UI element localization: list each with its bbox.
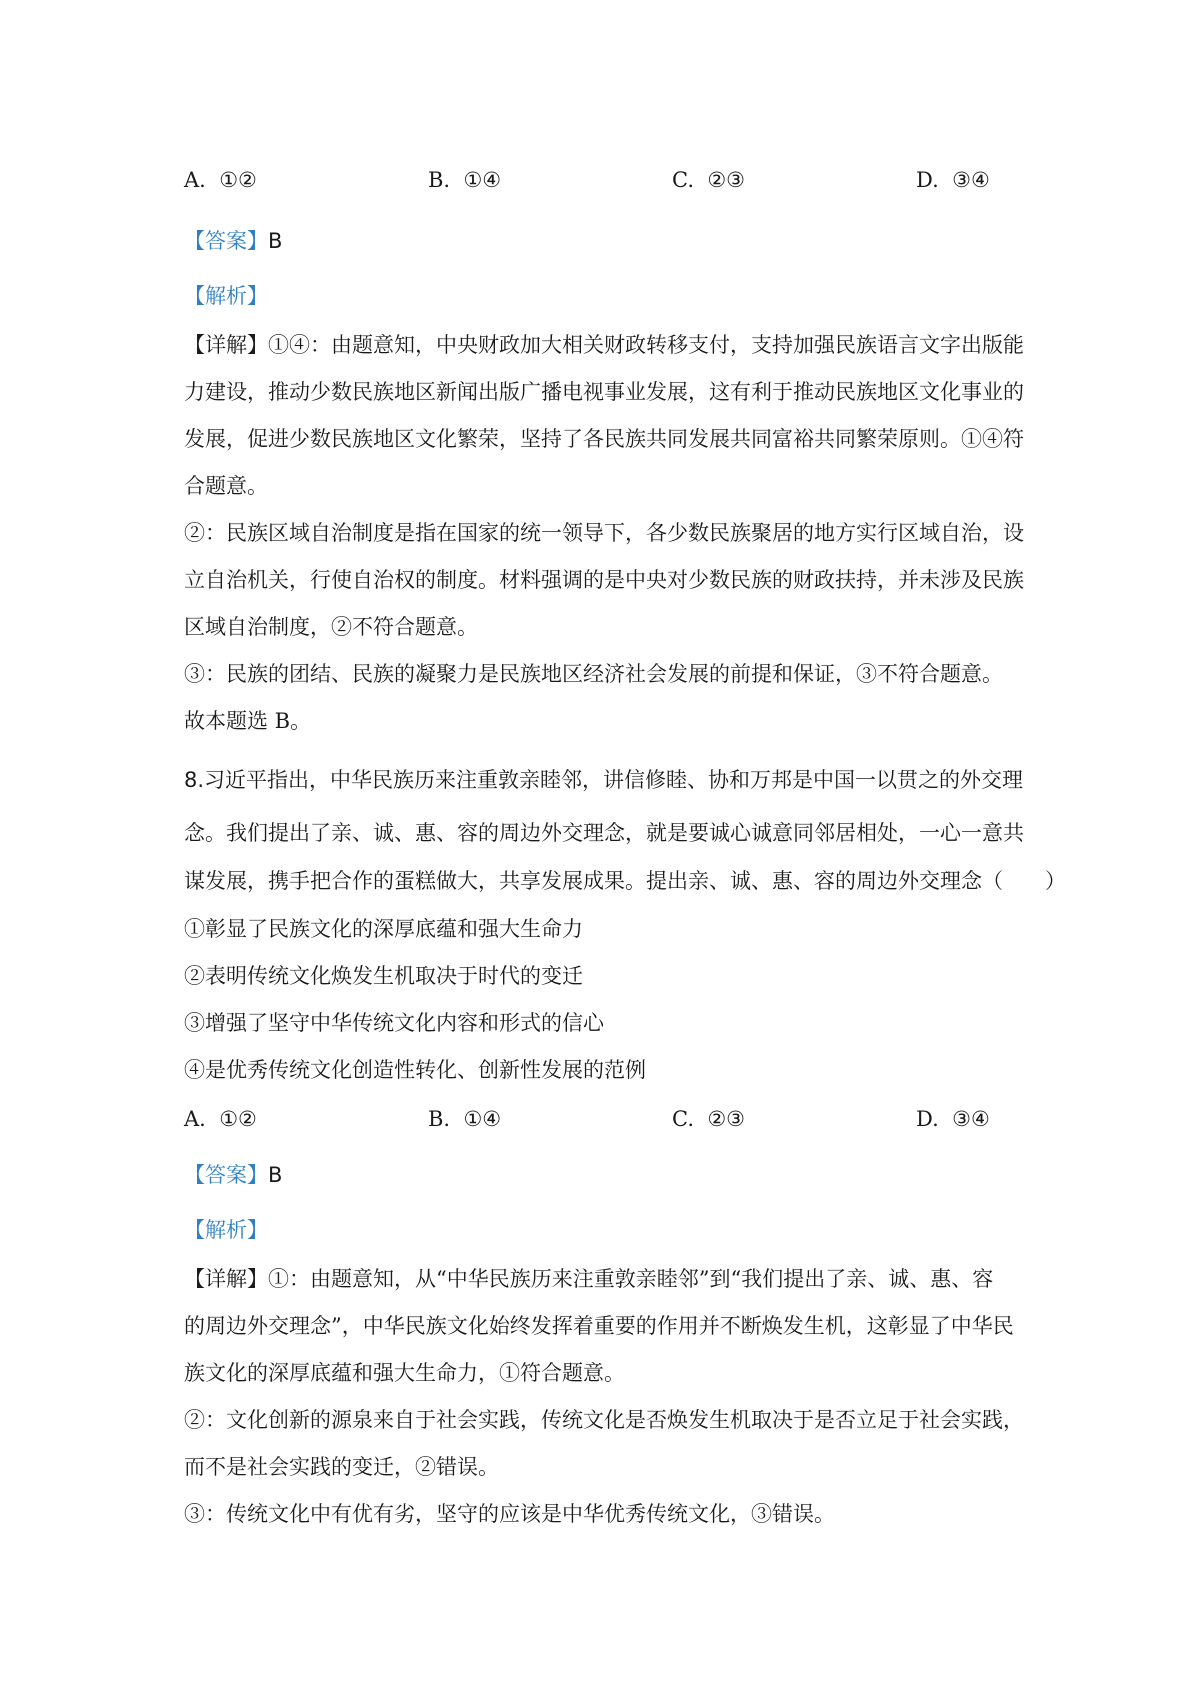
- q8-option-c: C. ②③: [672, 1107, 746, 1131]
- q7-explain-line: 发展，促进少数民族地区文化繁荣，坚持了各民族共同发展共同富裕共同繁荣原则。①④符: [184, 427, 1024, 451]
- q7-option-d: D. ③④: [916, 168, 990, 192]
- q8-number: 8.: [184, 768, 205, 792]
- q7-option-c: C. ②③: [672, 168, 746, 192]
- q7-explain-line: 【详解】①④：由题意知，中央财政加大相关财政转移支付，支持加强民族语言文字出版能: [184, 333, 1024, 357]
- q8-statement: ①彰显了民族文化的深厚底蕴和强大生命力: [184, 917, 583, 941]
- q8-explain-line: ③：传统文化中有优有劣，坚守的应该是中华优秀传统文化，③错误。: [184, 1502, 835, 1526]
- q7-option-a: A. ①②: [184, 168, 257, 192]
- q8-statement: ②表明传统文化焕发生机取决于时代的变迁: [184, 964, 583, 988]
- q7-options: [184, 165, 1034, 195]
- q7-explain-line: 故本题选 B。: [184, 709, 312, 733]
- q8-option-b: B. ①④: [428, 1107, 502, 1131]
- q7-analysis-heading: 【解析】: [184, 284, 268, 308]
- answer-tag: 【答案】: [184, 1163, 268, 1187]
- q8-options: [184, 1104, 1034, 1134]
- q8-option-d: D. ③④: [916, 1107, 990, 1131]
- q8-statement: ③增强了坚守中华传统文化内容和形式的信心: [184, 1011, 604, 1035]
- q8-stem-line: 念。我们提出了亲、诚、惠、容的周边外交理念，就是要诚心诚意同邻居相处，一心一意共: [184, 821, 1024, 845]
- q7-explain-line: 立自治机关，行使自治权的制度。材料强调的是中央对少数民族的财政扶持，并未涉及民族: [184, 568, 1024, 592]
- q8-explain-line: 【详解】①：由题意知，从“中华民族历来注重敦亲睦邻”到“我们提出了亲、诚、惠、容: [184, 1267, 994, 1291]
- answer-tag: 【答案】: [184, 229, 268, 253]
- q8-statement: ④是优秀传统文化创造性转化、创新性发展的范例: [184, 1058, 646, 1082]
- q8-answer: [184, 1160, 1034, 1190]
- q7-answer: [184, 226, 1034, 256]
- q8-analysis-heading: 【解析】: [184, 1218, 268, 1242]
- q7-explain-line: ②：民族区域自治制度是指在国家的统一领导下，各少数民族聚居的地方实行区域自治，设: [184, 521, 1024, 545]
- q8-explain-line: 的周边外交理念”，中华民族文化始终发挥着重要的作用并不断焕发生机，这彰显了中华民: [184, 1314, 1014, 1338]
- q8-stem-line: 8.习近平指出，中华民族历来注重敦亲睦邻，讲信修睦、协和万邦是中国一以贯之的外交理: [184, 768, 1024, 792]
- q7-explain-line: 区域自治制度，②不符合题意。: [184, 615, 478, 639]
- q8-stem-line: 谋发展，携手把合作的蛋糕做大，共享发展成果。提出亲、诚、惠、容的周边外交理念（ ）: [184, 869, 1066, 893]
- q7-explain-line: ③：民族的团结、民族的凝聚力是民族地区经济社会发展的前提和保证，③不符合题意。: [184, 662, 1003, 686]
- q8-explain-line: ②：文化创新的源泉来自于社会实践，传统文化是否焕发生机取决于是否立足于社会实践，: [184, 1408, 1024, 1432]
- q7-option-b: B. ①④: [428, 168, 502, 192]
- q7-explain-line: 合题意。: [184, 474, 268, 498]
- q8-explain-line: 而不是社会实践的变迁，②错误。: [184, 1455, 499, 1479]
- answer-value: B: [268, 229, 283, 253]
- q8-explain-line: 族文化的深厚底蕴和强大生命力，①符合题意。: [184, 1361, 625, 1385]
- q8-option-a: A. ①②: [184, 1107, 257, 1131]
- answer-value: B: [268, 1163, 283, 1187]
- q7-explain-line: 力建设，推动少数民族地区新闻出版广播电视事业发展，这有利于推动民族地区文化事业的: [184, 380, 1024, 404]
